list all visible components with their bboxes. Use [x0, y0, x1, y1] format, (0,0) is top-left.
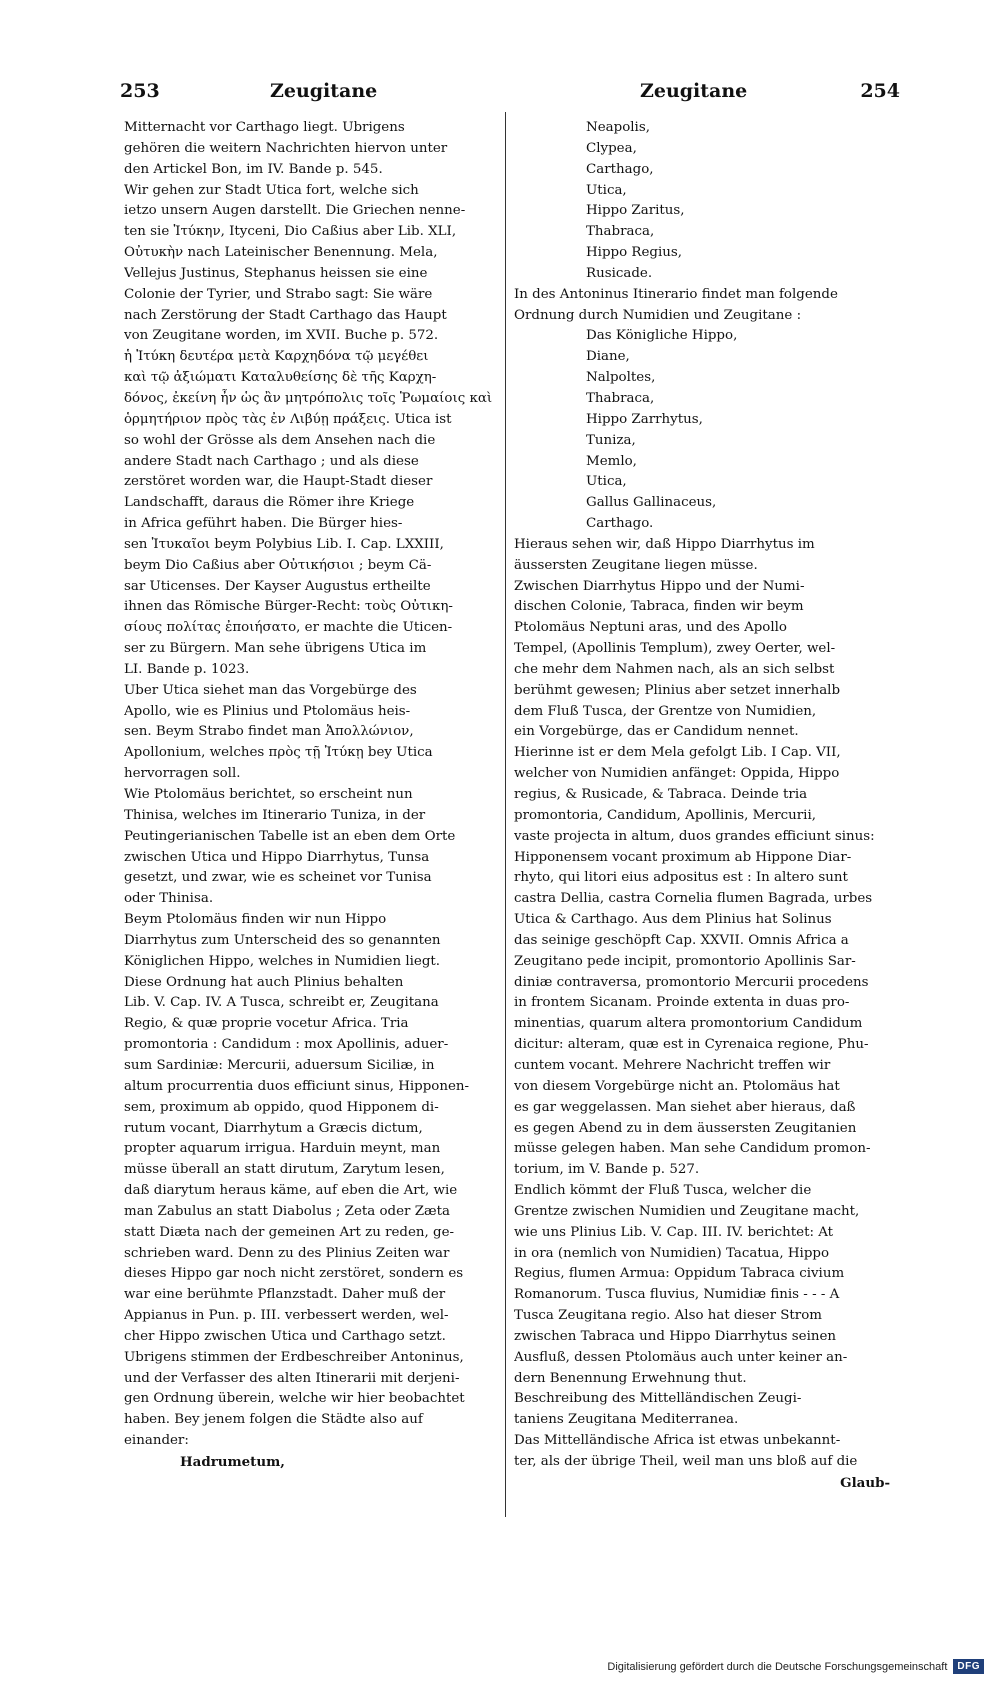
text-line: daß diarytum heraus käme, auf eben die Art, wie — [124, 1183, 458, 1199]
text-line: sar Uticenses. Der Kayser Augustus ertheilte — [124, 578, 431, 594]
list-item: Nalpoltes, — [586, 370, 656, 386]
list-item: Rusicade. — [586, 265, 653, 281]
footer — [607, 1659, 984, 1674]
list-item: Carthago, — [586, 161, 654, 177]
text-line: altum procurrentia duos efficiunt sinus, Hipponen- — [124, 1078, 470, 1094]
text-line: Zwischen Diarrhytus Hippo und der Numi- — [514, 578, 805, 594]
text-line: zerstöret worden war, die Haupt-Stadt dieser — [124, 474, 433, 490]
text-line: andere Stadt nach Carthago ; und als diese — [124, 453, 419, 469]
list-item: Neapolis, — [586, 120, 650, 135]
text-line: es gar weggelassen. Man siehet aber hieraus, daß — [514, 1099, 856, 1115]
list-item: Diane, — [586, 349, 630, 365]
text-line: in Africa geführt haben. Die Bürger hies- — [124, 516, 403, 532]
text-line: gehören die weitern Nachrichten hiervon unter — [124, 140, 448, 156]
page-header — [120, 80, 900, 112]
text-line: minentias, quarum altera promontorium Candidum — [514, 1016, 863, 1032]
text-line: müsse überall an statt dirutum, Zarytum lesen, — [124, 1162, 445, 1178]
list-item: Hippo Zarrhytus, — [586, 411, 703, 427]
text-line: sen Ἰτυκαῖοι beym Polybius Lib. I. Cap. LXXIII, — [124, 536, 444, 552]
list-item: Hippo Zaritus, — [586, 203, 685, 219]
text-line: dieses Hippo gar noch nicht zerstöret, sondern es — [124, 1266, 464, 1282]
text-line: hervorragen soll. — [124, 766, 241, 782]
list-item: Carthago. — [586, 516, 654, 532]
text-line: ὁρμητήριον πρὸς τὰς ἐν Λιβύῃ πράξεις. Utica ist — [124, 411, 452, 427]
text-line: Diarrhytus zum Unterscheid des so genannten — [124, 932, 441, 948]
text-line: ter, als der übrige Theil, weil man uns bloß auf die — [514, 1454, 858, 1469]
dfg-logo: DFG — [953, 1659, 984, 1674]
text-line: Romanorum. Tusca fluvius, Numidiæ finis - - - A — [514, 1287, 840, 1303]
text-line: in frontem Sicanam. Proinde extenta in duas pro- — [514, 995, 850, 1011]
text-line: von diesem Vorgebürge nicht an. Ptolomäus hat — [514, 1078, 840, 1094]
text-line: und der Verfasser des alten Itinerarii mit derjeni- — [124, 1370, 460, 1386]
text-line: beym Dio Caßius aber Οὐτικήσιοι ; beym Cä- — [124, 557, 432, 573]
text-line: von Zeugitane worden, im XVII. Buche p. 572. — [124, 328, 439, 344]
text-line: Uber Utica siehet man das Vorgebürge des — [124, 682, 417, 698]
text-line: Landschafft, daraus die Römer ihre Kriege — [124, 495, 415, 511]
text-line: haben. Bey jenem folgen die Städte also auf — [124, 1412, 423, 1428]
list-item: Clypea, — [586, 140, 637, 156]
text-line: müsse gelegen haben. Man sehe Candidum promon- — [514, 1141, 871, 1157]
text-line: promontoria : Candidum : mox Apollinis, aduer- — [124, 1037, 449, 1053]
text-line: dern Benennung Erwehnung thut. — [514, 1370, 747, 1386]
text-line: castra Dellia, castra Cornelia flumen Bagrada, urbes — [514, 891, 873, 907]
list-item: Thabraca, — [586, 224, 655, 240]
text-line: Das Mittelländische Africa ist etwas unbekannt- — [514, 1433, 841, 1449]
left-column — [124, 118, 494, 1508]
text-line: che mehr dem Nahmen nach, als an sich selbst — [514, 661, 835, 677]
text-line: äussersten Zeugitane liegen müsse. — [514, 557, 758, 573]
running-head-left: Zeugitane — [270, 80, 378, 102]
text-line: dem Fluß Tusca, der Grentze von Numidien, — [514, 703, 817, 719]
footer-credit: Digitalisierung gefördert durch die Deutsche Forschungsgemeinschaft — [607, 1660, 948, 1673]
text-line: war eine berühmte Pflanzstadt. Daher muß der — [124, 1287, 446, 1303]
text-line: diniæ contraversa, promontorio Mercurii procedens — [514, 974, 869, 990]
text-line: Hieraus sehen wir, daß Hippo Diarrhytus im — [514, 536, 815, 552]
list-item: Thabraca, — [586, 390, 655, 406]
text-line: schrieben ward. Denn zu des Plinius Zeiten war — [124, 1245, 450, 1261]
list-item: Memlo, — [586, 453, 637, 469]
text-line: Regius, flumen Armua: Oppidum Tabraca civium — [514, 1266, 845, 1282]
text-line: Beschreibung des Mittelländischen Zeugi- — [514, 1391, 802, 1407]
text-line: vaste projecta in altum, duos grandes efficiunt sinus: — [514, 828, 875, 844]
text-line: ietzo unsern Augen darstellt. Die Griechen nenne- — [124, 203, 466, 219]
text-line: welcher von Numidien anfänget: Oppida, Hippo — [514, 766, 840, 782]
text-line: sum Sardiniæ: Mercurii, aduersum Siciliæ, in — [124, 1057, 435, 1073]
text-line: Ubrigens stimmen der Erdbeschreiber Antoninus, — [124, 1349, 464, 1365]
text-line: torium, im V. Bande p. 527. — [514, 1162, 700, 1178]
text-line: Utica & Carthago. Aus dem Plinius hat Solinus — [514, 912, 832, 928]
text-line: regius, & Rusicade, & Tabraca. Deinde tria — [514, 787, 808, 802]
text-line: rhyto, qui litori eius adpositus est : In altero sunt — [514, 870, 848, 886]
text-line: Vellejus Justinus, Stephanus heissen sie eine — [124, 265, 428, 281]
list-item: Tuniza, — [586, 432, 636, 448]
list-item: Hippo Regius, — [586, 245, 683, 261]
text-line: den Artickel Bon, im IV. Bande p. 545. — [124, 161, 383, 177]
text-line: Appianus in Pun. p. III. verbessert werden, wel- — [124, 1308, 449, 1324]
text-line: zwischen Tabraca und Hippo Diarrhytus seinen — [514, 1328, 837, 1344]
text-line: Tempel, (Apollinis Templum), zwey Oerter, wel- — [514, 641, 836, 657]
text-line: Thinisa, welches im Itinerario Tuniza, in der — [124, 807, 426, 823]
text-line: promontoria, Candidum, Apollinis, Mercurii, — [514, 807, 816, 823]
text-line: Hierinne ist er dem Mela gefolgt Lib. I Cap. VII, — [514, 745, 841, 761]
text-line: sem, proximum ab oppido, quod Hipponem di- — [124, 1099, 439, 1115]
text-line: Hipponensem vocant proximum ab Hippone Diar- — [514, 849, 852, 865]
list-item: Utica, — [586, 182, 627, 198]
text-line: Wir gehen zur Stadt Utica fort, welche sich — [124, 182, 419, 198]
column-divider — [505, 112, 506, 1517]
text-line: ihnen das Römische Bürger-Recht: τοὺς Οὐτικη- — [124, 599, 453, 615]
text-line: Königlichen Hippo, welches in Numidien liegt. — [124, 953, 441, 969]
list-item: Hadrumetum, — [180, 1454, 285, 1470]
running-head-right: Zeugitane — [640, 80, 748, 102]
text-line: taniens Zeugitana Mediterranea. — [514, 1412, 739, 1428]
text-line: cher Hippo zwischen Utica und Carthago setzt. — [124, 1328, 446, 1344]
text-line: ein Vorgebürge, das er Candidum nennet. — [514, 724, 799, 740]
text-line: gen Ordnung überein, welche wir hier beobachtet — [124, 1391, 465, 1407]
right-column — [514, 118, 890, 1538]
text-line: sen. Beym Strabo findet man Ἀπολλώνιον, — [124, 724, 414, 740]
text-line: zwischen Utica und Hippo Diarrhytus, Tunsa — [124, 849, 430, 865]
list-item: Gallus Gallinaceus, — [586, 495, 717, 511]
text-line: In des Antoninus Itinerario findet man folgende — [514, 286, 838, 302]
text-line: rutum vocant, Diarrhytum a Græcis dictum, — [124, 1120, 423, 1136]
text-line: Beym Ptolomäus finden wir nun Hippo — [124, 912, 387, 928]
text-line: Peutingerianischen Tabelle ist an eben dem Orte — [124, 828, 456, 844]
text-line: das seinige geschöpft Cap. XXVII. Omnis Africa a — [514, 932, 849, 948]
text-line: δόνος, ἐκείνη ἦν ὡς ἂν μητρόπολις τοῖς Ῥωμαίοις καὶ — [124, 390, 493, 406]
list-item: Das Königliche Hippo, — [586, 328, 738, 344]
text-line: Tusca Zeugitana regio. Also hat dieser Strom — [514, 1308, 822, 1324]
text-line: Zeugitano pede incipit, promontorio Apollinis Sar- — [514, 953, 856, 969]
text-line: dischen Colonie, Tabraca, finden wir beym — [514, 599, 804, 615]
text-line: einander: — [124, 1433, 189, 1449]
text-line: berühmt gewesen; Plinius aber setzet innerhalb — [514, 682, 841, 698]
text-line: καὶ τῷ ἀξιώματι Καταλυθείσης δὲ τῆς Καρχη- — [124, 370, 437, 386]
text-line: Regio, & quæ proprie vocetur Africa. Tria — [124, 1016, 409, 1032]
text-line: Apollo, wie es Plinius und Ptolomäus heis- — [124, 703, 411, 719]
text-line: statt Diæta nach der gemeinen Art zu reden, ge- — [124, 1224, 455, 1240]
text-line: Ptolomäus Neptuni aras, und des Apollo — [514, 620, 787, 636]
text-line: σίους πολίτας ἐποιήσατο, er machte die Uticen- — [124, 620, 453, 636]
text-line: cuntem vocant. Mehrere Nachricht treffen wir — [514, 1057, 831, 1073]
text-line: Ausfluß, dessen Ptolomäus auch unter keiner an- — [514, 1349, 848, 1365]
text-line: in ora (nemlich von Numidien) Tacatua, Hippo — [514, 1245, 830, 1261]
text-line: ser zu Bürgern. Man sehe übrigens Utica im — [124, 641, 427, 657]
text-line: man Zabulus an statt Diabolus ; Zeta oder Zæta — [124, 1203, 450, 1219]
text-line: ἡ Ἰτύκη δευτέρα μετὰ Καρχηδόνα τῷ μεγέθει — [124, 349, 429, 365]
list-item: Utica, — [586, 474, 627, 490]
text-line: Wie Ptolomäus berichtet, so erscheint nun — [124, 787, 413, 802]
text-line: propter aquarum irrigua. Harduin meynt, man — [124, 1141, 441, 1157]
catchword: Glaub- — [840, 1474, 890, 1491]
text-line: LI. Bande p. 1023. — [124, 661, 250, 677]
text-line: so wohl der Grösse als dem Ansehen nach die — [124, 432, 436, 448]
text-line: dicitur: alteram, quæ est in Cyrenaica regione, Phu- — [514, 1037, 869, 1053]
text-line: Mitternacht vor Carthago liegt. Ubrigens — [124, 120, 405, 135]
text-line: Colonie der Tyrier, und Strabo sagt: Sie wäre — [124, 286, 433, 302]
text-line: Diese Ordnung hat auch Plinius behalten — [124, 974, 404, 990]
text-line: Ordnung durch Numidien und Zeugitane : — [514, 307, 802, 323]
text-line: Οὐτυκὴν nach Lateinischer Benennung. Mela, — [124, 245, 438, 261]
text-line: Apollonium, welches πρὸς τῇ Ἰτύκῃ bey Utica — [124, 745, 433, 761]
text-line: es gegen Abend zu in dem äussersten Zeugitanien — [514, 1120, 857, 1136]
page-number-right: 254 — [860, 80, 900, 102]
text-line: Endlich kömmt der Fluß Tusca, welcher die — [514, 1183, 812, 1199]
text-line: wie uns Plinius Lib. V. Cap. III. IV. berichtet: At — [514, 1224, 834, 1240]
text-line: gesetzt, und zwar, wie es scheinet vor Tunisa — [124, 870, 432, 886]
text-line: ten sie Ἰτύκην, Ityceni, Dio Caßius aber Lib. XLI, — [124, 224, 457, 240]
text-line: Lib. V. Cap. IV. A Tusca, schreibt er, Zeugitana — [124, 995, 439, 1011]
text-line: Grentze zwischen Numidien und Zeugitane macht, — [514, 1203, 860, 1219]
page-number-left: 253 — [120, 80, 160, 102]
text-line: oder Thinisa. — [124, 891, 214, 907]
text-line: nach Zerstörung der Stadt Carthago das Haupt — [124, 307, 447, 323]
